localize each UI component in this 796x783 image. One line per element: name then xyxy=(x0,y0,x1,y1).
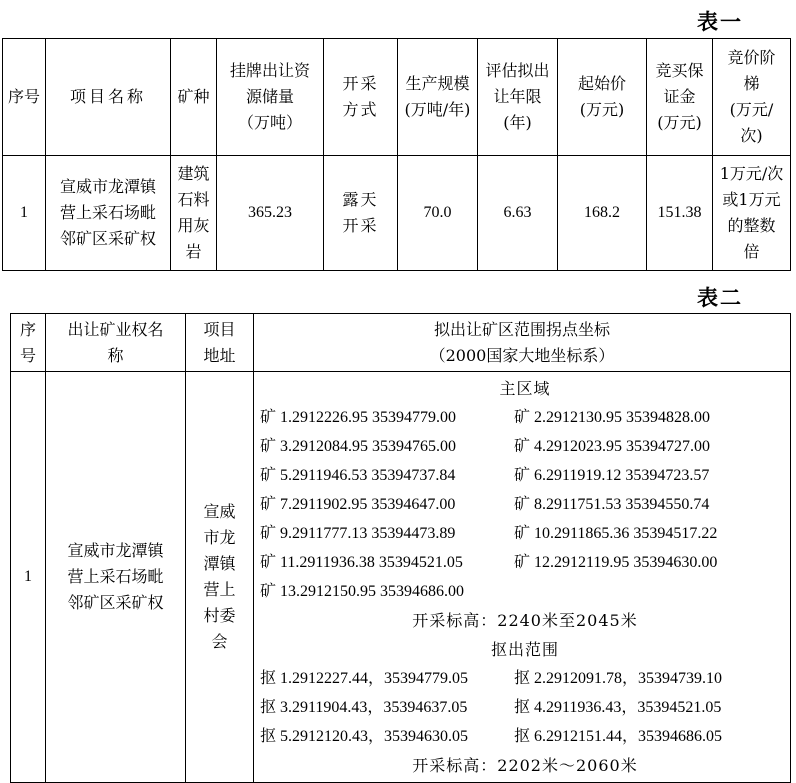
header-bid-step: 竞价阶 梯 (万元/ 次) xyxy=(713,39,791,156)
table2-header-row xyxy=(11,314,791,372)
coord-line: 矿 11.2911936.38 35394521.05 矿 12.2912119.95 35394630.00 xyxy=(260,553,718,571)
header-start-price: 起始价 (万元) xyxy=(558,39,647,156)
row-mineral-type: 建筑 石料 用灰 岩 xyxy=(171,156,217,271)
table2-caption: 表二 xyxy=(697,285,743,310)
row-reserve: 365.23 xyxy=(217,156,324,271)
row-deposit: 151.38 xyxy=(647,156,713,271)
coord-line: 矿 1.2912226.95 35394779.00 矿 2.2912130.95 35394828.00 xyxy=(260,408,711,426)
cut-coord-line: 抠 1.2912227.44，35394779.05 抠 2.2912091.78，35394739.10 xyxy=(260,669,723,687)
coord-line: 矿 7.2911902.95 35394647.00 矿 8.2911751.53 35394550.74 xyxy=(260,495,710,513)
cut-area-title: 抠出范围 xyxy=(490,639,559,659)
header2-coordinates: 拟出让矿区范围拐点坐标 （2000国家大地坐标系） xyxy=(254,314,791,372)
main-area-title: 主区域 xyxy=(499,378,551,398)
cut-coord-line: 抠 3.2911904.43，35394637.05 抠 4.2911936.43，35394521.05 xyxy=(260,698,722,716)
row-years: 6.63 xyxy=(478,156,558,271)
cut-coord-line: 抠 5.2912120.43，35394630.05 抠 6.2912151.44，35394686.05 xyxy=(260,727,723,745)
table1-caption: 表一 xyxy=(697,9,743,34)
coordinates-table xyxy=(10,313,791,783)
coord-line: 矿 3.2912084.95 35394765.00 矿 4.2912023.95 35394727.00 xyxy=(260,437,711,455)
header-reserve: 挂牌出让资 源储量 （万吨） xyxy=(217,39,324,156)
header2-address: 项目 地址 xyxy=(186,314,254,372)
header-mineral-type: 矿种 xyxy=(171,39,217,156)
row-production-scale: 70.0 xyxy=(398,156,478,271)
coord-line: 矿 13.2912150.95 35394686.00 xyxy=(260,582,465,600)
auction-table xyxy=(2,38,791,271)
row-mining-method: 露天 开采 xyxy=(324,156,398,271)
coord-line: 矿 5.2911946.53 35394737.84 矿 6.2911919.12 35394723.57 xyxy=(260,466,710,484)
row-seq: 1 xyxy=(3,156,46,271)
table1-data-row xyxy=(3,156,791,271)
row2-address: 宣威 市龙 潭镇 营上 村委 会 xyxy=(186,372,254,783)
cut-elevation: 开采标高：2202米～2060米 xyxy=(412,755,638,775)
header-years: 评估拟出 让年限 (年) xyxy=(478,39,558,156)
main-elevation: 开采标高：2240米至2045米 xyxy=(412,610,638,630)
row2-right-name: 宣威市龙潭镇 营上采石场毗 邻矿区采矿权 xyxy=(46,372,186,783)
table1-header-row xyxy=(3,39,791,156)
coord-line: 矿 9.2911777.13 35394473.89 矿 10.2911865.36 35394517.22 xyxy=(260,524,718,542)
coordinates-cell xyxy=(254,372,791,783)
header-deposit: 竞买保 证金 (万元) xyxy=(647,39,713,156)
header-seq: 序号 xyxy=(3,39,46,156)
row-project-name: 宣威市龙潭镇 营上采石场毗 邻矿区采矿权 xyxy=(46,156,171,271)
header2-seq: 序 号 xyxy=(11,314,46,372)
header2-right-name: 出让矿业权名 称 xyxy=(46,314,186,372)
row-bid-step: 1万元/次 或1万元 的整数 倍 xyxy=(713,156,791,271)
table2-data-row xyxy=(11,372,791,783)
header-project-name: 项目名称 xyxy=(46,39,171,156)
row-start-price: 168.2 xyxy=(558,156,647,271)
header-production-scale: 生产规模 (万吨/年) xyxy=(398,39,478,156)
row2-seq: 1 xyxy=(11,372,46,783)
header-mining-method: 开采 方式 xyxy=(324,39,398,156)
